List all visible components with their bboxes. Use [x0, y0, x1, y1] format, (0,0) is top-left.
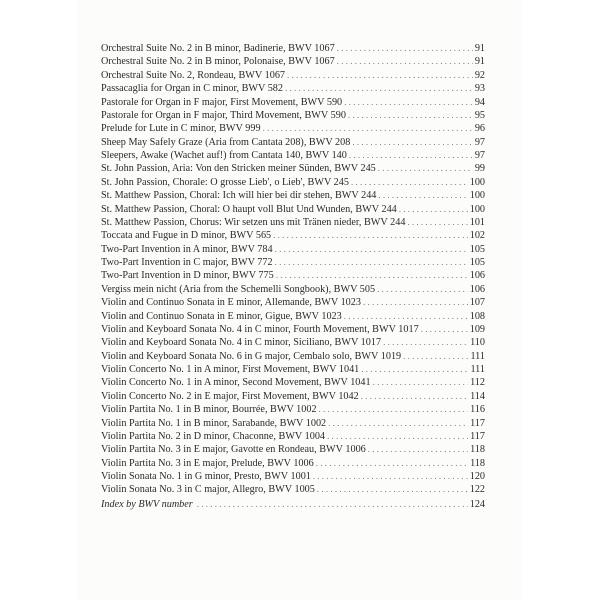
toc-entry — [101, 363, 485, 376]
dot-leader — [368, 443, 468, 456]
dot-leader — [319, 403, 469, 416]
toc-entry-page-number: 108 — [469, 310, 485, 322]
dot-leader — [361, 363, 468, 376]
dot-leader — [383, 336, 468, 349]
dot-leader — [344, 96, 473, 109]
toc-entry-page-number: 96 — [474, 123, 485, 135]
toc-entry-title: Orchestral Suite No. 2, Rondeau, BWV 1067 — [101, 69, 286, 81]
toc-entry — [101, 176, 485, 189]
toc-entry-title: Violin Concerto No. 2 in E major, First Movement, BWV 1042 — [101, 390, 359, 402]
toc-entry-title: Violin Sonata No. 1 in G minor, Presto, BWV 1001 — [101, 471, 311, 482]
toc-entry — [101, 216, 485, 229]
toc-entry-title: Two-Part Invention in D minor, BWV 775 — [101, 270, 274, 282]
dot-leader — [348, 109, 473, 122]
toc-entry-title: Two-Part Invention in A minor, BWV 784 — [101, 243, 273, 255]
toc-entry-title: Vergiss mein nicht (Aria from the Schemelli Songbook), BWV 505 — [101, 283, 376, 295]
dot-leader — [399, 203, 468, 216]
toc-entry-title: Orchestral Suite No. 2 in B minor, Badinerie, BWV 1067 — [101, 43, 335, 54]
toc-entry-page-number: 114 — [470, 390, 485, 402]
toc-entry-page-number: 111 — [470, 364, 485, 375]
toc-entry — [101, 122, 485, 135]
index-page-number: 124 — [469, 499, 485, 510]
toc-entry — [101, 256, 485, 269]
toc-entry-title: Violin and Keyboard Sonata No. 6 in G major, Cembalo solo, BWV 1019 — [101, 350, 402, 362]
toc-entry-title: Violin and Keyboard Sonata No. 4 in C minor, Siciliano, BWV 1017 — [101, 337, 382, 349]
toc-entry-page-number: 95 — [474, 109, 485, 121]
toc-entry-page-number: 102 — [469, 230, 485, 242]
toc-entry-title: Sleepers, Awake (Wachet auf!) from Cantata 140, BWV 140 — [101, 150, 347, 161]
toc-entry-page-number: 107 — [469, 297, 485, 309]
toc-entry-page-number: 100 — [469, 176, 485, 188]
toc-entry-page-number: 105 — [469, 257, 485, 268]
toc-entry — [101, 149, 485, 162]
dot-leader — [363, 296, 468, 309]
toc-entry-page-number: 99 — [474, 163, 485, 175]
dot-leader — [421, 323, 468, 336]
toc-entry-title: Violin Partita No. 2 in D minor, Chaconne, BWV 1004 — [101, 430, 326, 442]
toc-entry — [101, 403, 485, 416]
dot-leader — [349, 149, 473, 162]
dot-leader — [351, 176, 468, 189]
toc-entry-title: Violin Partita No. 1 in B minor, Bourrée, BWV 1002 — [101, 404, 317, 416]
dot-leader — [328, 417, 468, 430]
dot-leader — [275, 256, 468, 269]
dot-leader — [313, 470, 468, 483]
toc-entry-page-number: 110 — [470, 337, 485, 349]
dot-leader — [373, 376, 469, 389]
toc-entry — [101, 269, 485, 282]
toc-entry-page-number: 94 — [474, 96, 485, 108]
toc-entry-page-number: 106 — [469, 270, 485, 282]
toc-entry-page-number: 118 — [470, 444, 485, 456]
toc-entry-title: Violin and Continuo Sonata in E minor, Allemande, BWV 1023 — [101, 297, 361, 309]
dot-leader — [197, 497, 468, 511]
toc-entry-title: Toccata and Fugue in D minor, BWV 565 — [101, 230, 272, 242]
toc-entry-title: Passacaglia for Organ in C minor, BWV 582 — [101, 83, 283, 95]
toc-entry-page-number: 100 — [469, 190, 485, 202]
toc-entry — [101, 203, 485, 216]
dot-leader — [344, 310, 468, 323]
toc-entry-page-number: 111 — [470, 350, 485, 362]
toc-entry-page-number: 92 — [474, 69, 485, 81]
toc-entry-page-number: 118 — [470, 457, 485, 469]
toc-entry-title: St. John Passion, Chorale: O grosse Lieb', o Lieb', BWV 245 — [101, 176, 349, 188]
dot-leader — [403, 350, 468, 363]
toc-entry-title: Pastorale for Organ in F major, First Movement, BWV 590 — [101, 96, 343, 108]
toc-entry — [101, 229, 485, 242]
dot-leader — [337, 42, 473, 55]
dot-leader — [317, 483, 468, 496]
toc-entry-title: Violin Concerto No. 1 in A minor, Second Movement, BWV 1041 — [101, 377, 371, 389]
index-entry — [101, 497, 485, 511]
toc-entry — [101, 189, 485, 202]
toc-entry — [101, 310, 485, 323]
toc-entry-title: Violin Partita No. 1 in B minor, Sarabande, BWV 1002 — [101, 417, 327, 429]
toc-entry — [101, 296, 485, 309]
toc-entry-page-number: 97 — [474, 136, 485, 148]
table-of-contents — [101, 42, 485, 497]
dot-leader — [378, 189, 467, 202]
toc-entry-page-number: 105 — [469, 243, 485, 255]
toc-entry — [101, 350, 485, 363]
toc-entry — [101, 109, 485, 122]
dot-leader — [327, 430, 468, 443]
toc-entry-page-number: 117 — [470, 417, 485, 429]
toc-entry-title: Violin Partita No. 3 in E major, Prelude, BWV 1006 — [101, 457, 314, 469]
dot-leader — [263, 122, 473, 135]
toc-entry — [101, 376, 485, 389]
dot-leader — [273, 229, 468, 242]
dot-leader — [361, 390, 468, 403]
toc-entry-page-number: 120 — [469, 471, 485, 482]
toc-entry — [101, 162, 485, 175]
dot-leader — [407, 216, 467, 229]
toc-entry-title: Violin and Continuo Sonata in E minor, Gigue, BWV 1023 — [101, 310, 342, 322]
toc-entry-title: Violin Partita No. 3 in E major, Gavotte en Rondeau, BWV 1006 — [101, 444, 366, 456]
toc-entry-page-number: 109 — [469, 323, 485, 335]
toc-entry-title: Violin and Keyboard Sonata No. 4 in C minor, Fourth Movement, BWV 1017 — [101, 323, 419, 335]
toc-entry-page-number: 117 — [470, 430, 485, 442]
dot-leader — [276, 269, 468, 282]
toc-entry-title: St. Matthew Passion, Chorus: Wir setzen uns mit Tränen nieder, BWV 244 — [101, 216, 406, 228]
toc-entry — [101, 483, 485, 496]
toc-entry — [101, 430, 485, 443]
toc-entry — [101, 243, 485, 256]
toc-entry — [101, 283, 485, 296]
toc-entry-page-number: 91 — [474, 56, 485, 68]
toc-entry-page-number: 122 — [469, 484, 485, 496]
dot-leader — [287, 69, 473, 82]
toc-entry-page-number: 101 — [469, 216, 485, 228]
toc-entry — [101, 55, 485, 68]
toc-entry — [101, 443, 485, 456]
toc-entry — [101, 417, 485, 430]
toc-entry-page-number: 112 — [470, 377, 485, 389]
toc-entry-title: Two-Part Invention in C major, BWV 772 — [101, 257, 273, 268]
toc-entry-page-number: 91 — [474, 43, 485, 54]
dot-leader — [378, 162, 473, 175]
dot-leader — [285, 82, 473, 95]
toc-entry — [101, 42, 485, 55]
toc-entry — [101, 82, 485, 95]
toc-entry-title: St. Matthew Passion, Choral: Ich will hier bei dir stehen, BWV 244 — [101, 190, 377, 202]
dot-leader — [275, 243, 468, 256]
toc-entry-title: St. Matthew Passion, Choral: O haupt voll Blut Und Wunden, BWV 244 — [101, 203, 397, 215]
toc-entry-title: St. John Passion, Aria: Von den Stricken meiner Sünden, BWV 245 — [101, 163, 376, 175]
toc-entry — [101, 336, 485, 349]
index-title: Index by BWV number — [101, 499, 193, 510]
dot-leader — [337, 55, 473, 68]
toc-entry-title: Prelude for Lute in C minor, BWV 999 — [101, 123, 261, 135]
toc-entry — [101, 470, 485, 483]
dot-leader — [352, 136, 472, 149]
toc-entry-title: Orchestral Suite No. 2 in B minor, Polonaise, BWV 1067 — [101, 56, 335, 68]
toc-entry-page-number: 106 — [469, 283, 485, 295]
toc-entry-title: Sheep May Safely Graze (Aria from Cantata 208), BWV 208 — [101, 136, 351, 148]
toc-entry — [101, 69, 485, 82]
toc-entry-title: Pastorale for Organ in F major, Third Movement, BWV 590 — [101, 109, 346, 121]
toc-entry-page-number: 100 — [469, 203, 485, 215]
toc-entry-page-number: 93 — [474, 83, 485, 95]
toc-entry — [101, 136, 485, 149]
toc-entry-page-number: 97 — [474, 150, 485, 161]
toc-entry-page-number: 116 — [470, 404, 485, 416]
dot-leader — [316, 457, 468, 470]
toc-entry — [101, 457, 485, 470]
toc-entry — [101, 96, 485, 109]
toc-entry-title: Violin Concerto No. 1 in A minor, First Movement, BWV 1041 — [101, 364, 360, 375]
dot-leader — [377, 283, 468, 296]
toc-entry — [101, 323, 485, 336]
toc-entry — [101, 390, 485, 403]
toc-entry-title: Violin Sonata No. 3 in C major, Allegro, BWV 1005 — [101, 484, 315, 496]
